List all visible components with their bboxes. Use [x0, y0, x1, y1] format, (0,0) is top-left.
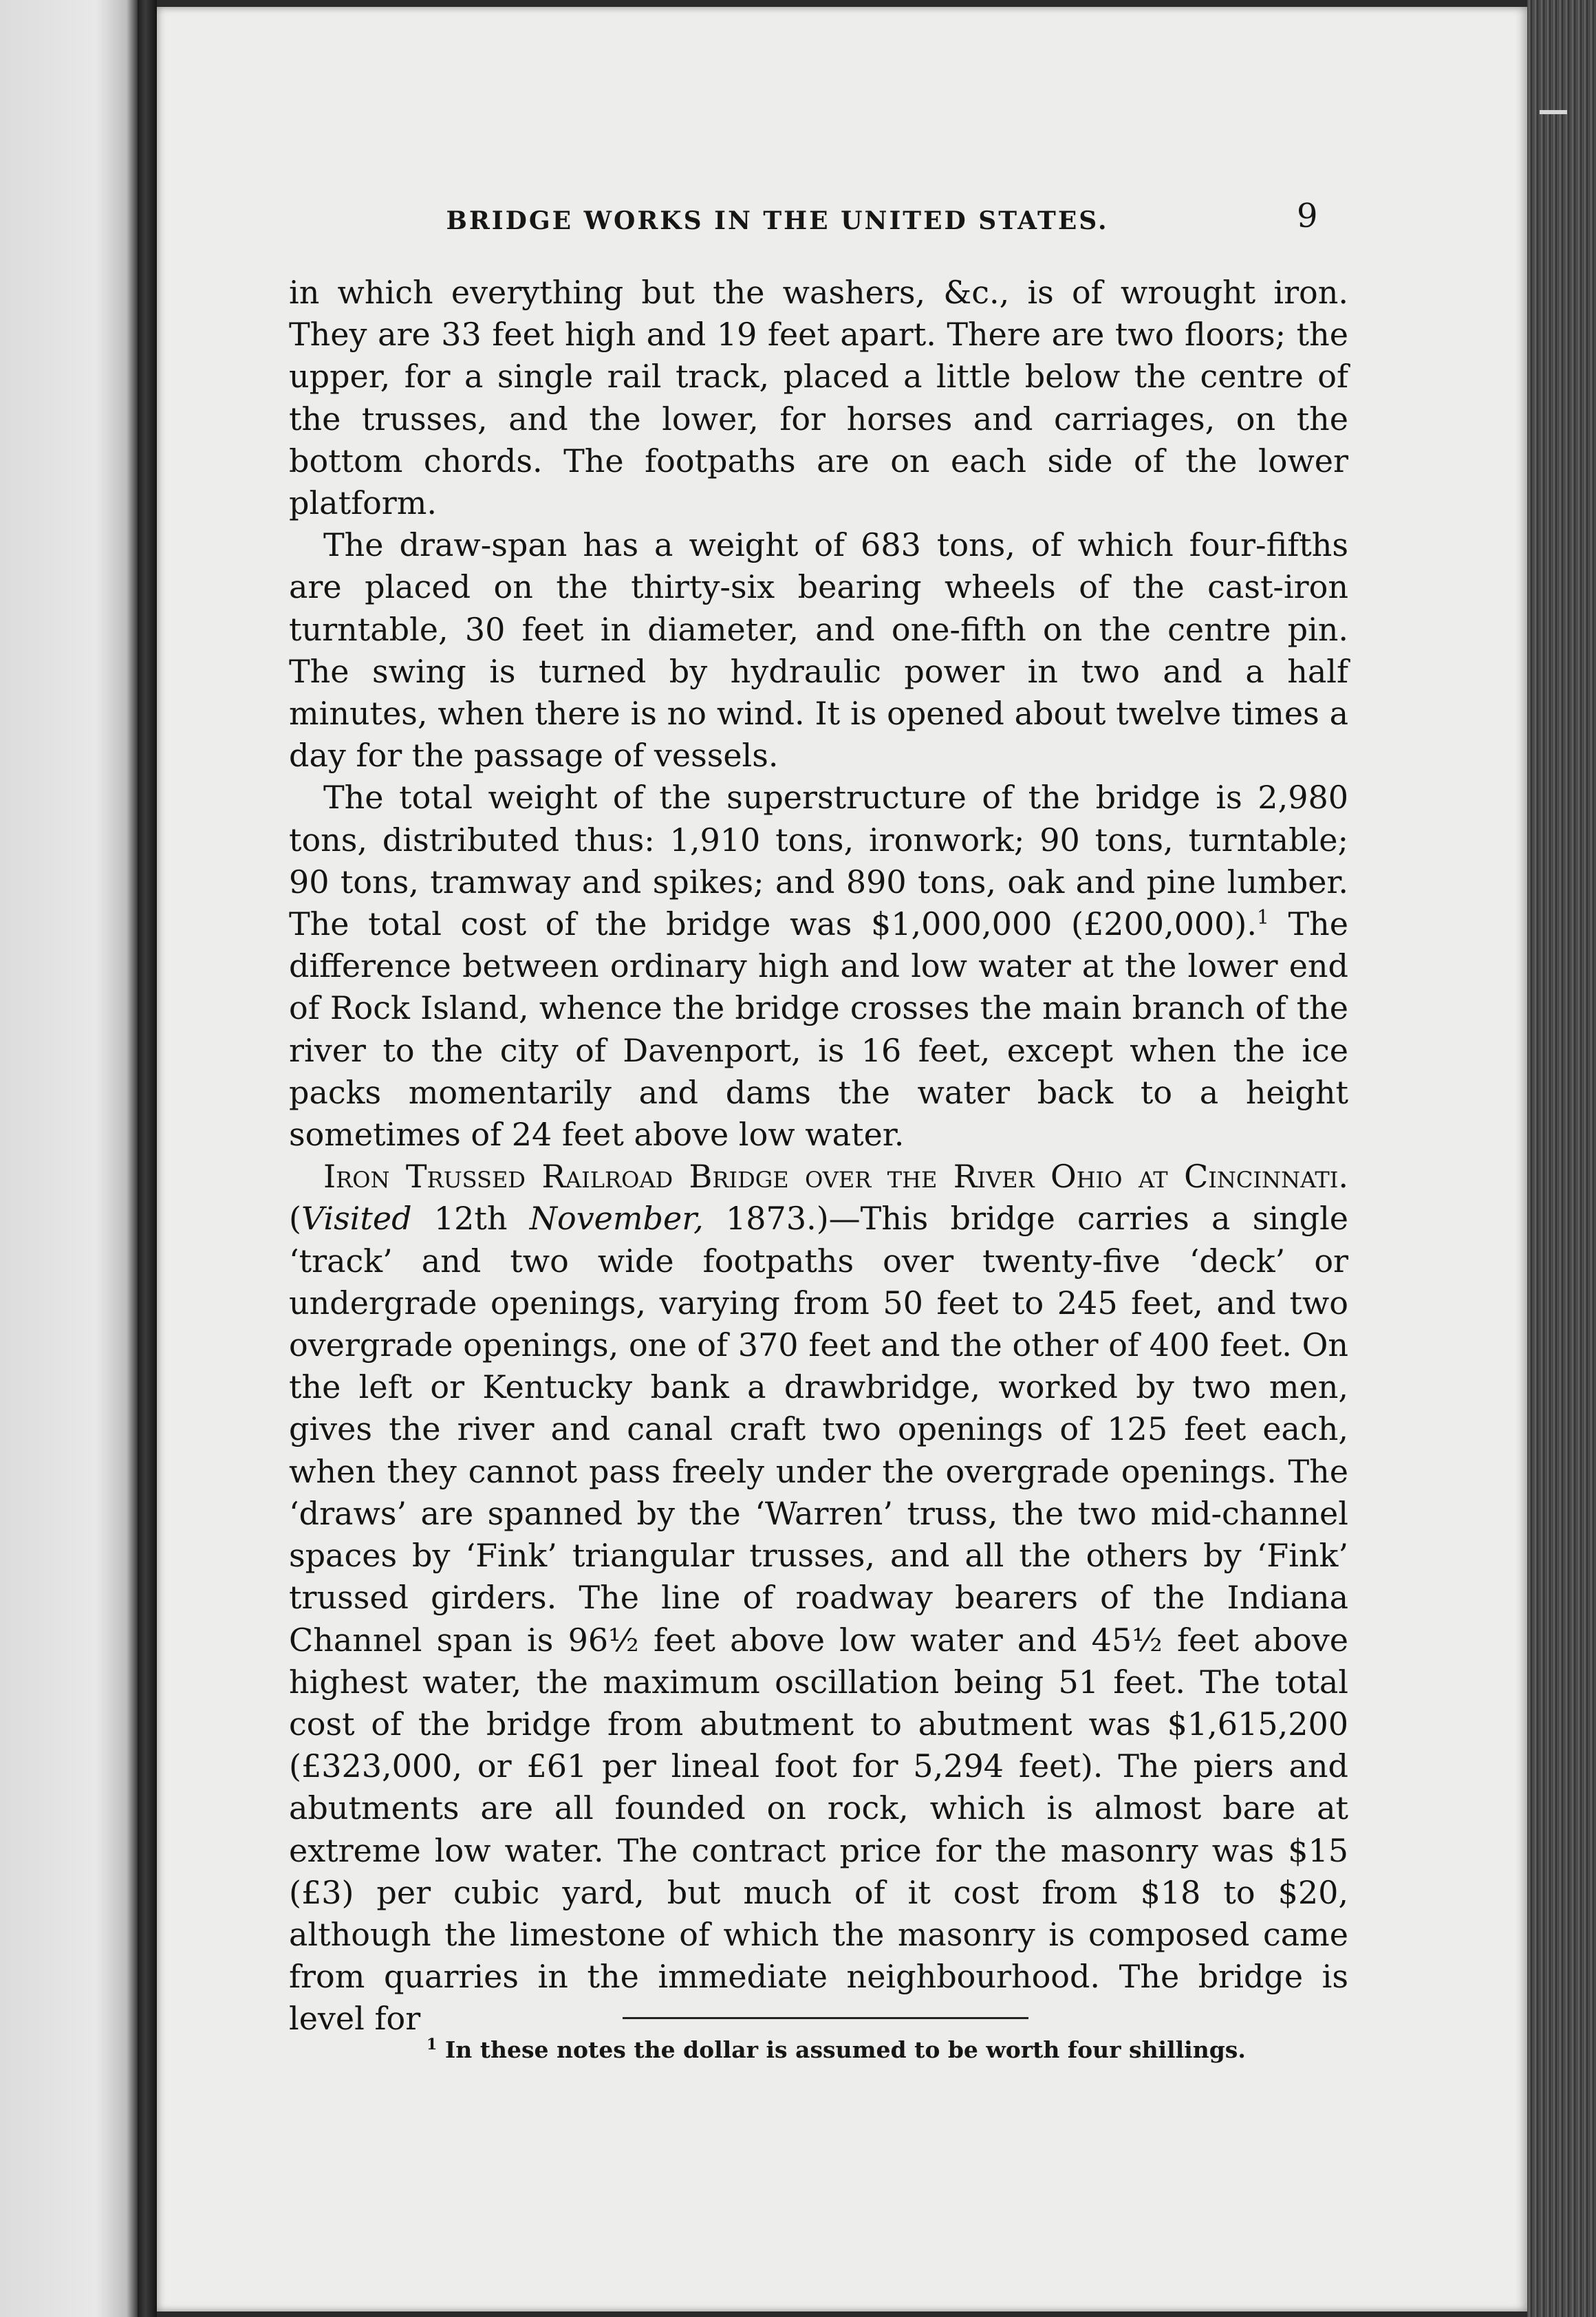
paragraph-4-text: —This bridge carries a single ‘track’ and two wide footpaths over twenty-five ‘deck’ or undergrade openings, varying from 50 feet to 245 feet, and two overgrade openings, one of 370 feet and the other of 400 feet. On the left or Kentucky bank a drawbridge, worked by two men, gives the river and canal craft two openings of 125 feet each, when they cannot pass freely under the overgrade openings. The ‘draws’ are spanned by the ‘Warren’ truss, the two mid-channel spaces by ‘Fink’ triangular trusses, and all the others by ‘Fink’ trussed girders. The line of roadway bearers of the Indiana Channel span is 96½ feet above low water and 45½ feet above highest water, the maximum oscillation being 51 feet. The total cost of the bridge from abutment to abutment was $1,615,200 (£323,000, or £61 per lineal foot for 5,294 feet). The piers and abutments are all founded on rock, which is almost bare at extreme low water. The contract price for the masonry was $15 (£3) per cubic yard, but much of it cost from $18 to $20, although the limestone of which the masonry is composed came from quarries in the immediate neighbourhood. The bridge is level for	[289, 1200, 1349, 2038]
edge-tab-mark	[1540, 110, 1567, 114]
visited-year: 1873.)	[726, 1200, 829, 1238]
paragraph-2: The draw-span has a weight of 683 tons, of which four-fifths are placed on the thirty-six bearing wheels of the cast-iron turntable, 30 feet in diameter, and one-fifth on the centre pin. The swing is turned by hydraulic power in two and a half minutes, when there is no wind. It is opened about twelve times a day for the passage of vessels.	[289, 526, 1348, 775]
paragraph-3-text-a: The total weight of the superstructure of the bridge is 2,980 tons, distributed thus: 1,910 tons, ironwork; 90 tons, turntable; 90 tons, tramway and spikes; and 890 tons, oak and pine lumber. The total cost of the bridge was $1,000,000 (£200,000).	[289, 779, 1348, 943]
visited-open: (	[289, 1200, 301, 1238]
paragraph-1: in which everything but the washers, &c., is of wrought iron. They are 33 feet high and 19 feet apart. There are two floors; the upper, for a single rail track, placed a little below the centre of the trusses, and the lower, for horses and carriages, on the bottom chords. The footpaths are on each side of the lower platform.	[289, 274, 1348, 522]
page-block-edge	[1527, 0, 1596, 2317]
footnote	[427, 2036, 1348, 2063]
running-head: BRIDGE WORKS IN THE UNITED STATES.	[446, 206, 1109, 235]
section-heading: Iron Trussed Railroad Bridge over the River Ohio at Cincinnati.	[323, 1158, 1348, 1196]
body-text	[289, 272, 1348, 2040]
page-number: 9	[1297, 197, 1318, 235]
facing-page-edge	[0, 0, 138, 2317]
visited-day: 12th	[433, 1200, 508, 1238]
visited-month: November,	[529, 1200, 704, 1238]
book-gutter	[138, 0, 157, 2317]
footnote-marker: 1	[427, 2036, 438, 2054]
footnote-text: In these notes the dollar is assumed to be worth four shillings.	[444, 2036, 1246, 2063]
paragraph-3-text-b: The difference between ordinary high and low water at the lower end of Rock Island, whence the bridge crosses the main branch of the river to the city of Davenport, is 16 feet, except when the ice packs momentarily and dams the water back to a height sometimes of 24 feet above low water.	[289, 905, 1349, 1154]
footnote-reference: 1	[1257, 905, 1269, 929]
paragraph-4	[289, 1156, 1348, 2040]
footnote-rule	[623, 2017, 1028, 2019]
visited-label: Visited	[301, 1200, 412, 1238]
paragraph-3	[289, 777, 1348, 1156]
